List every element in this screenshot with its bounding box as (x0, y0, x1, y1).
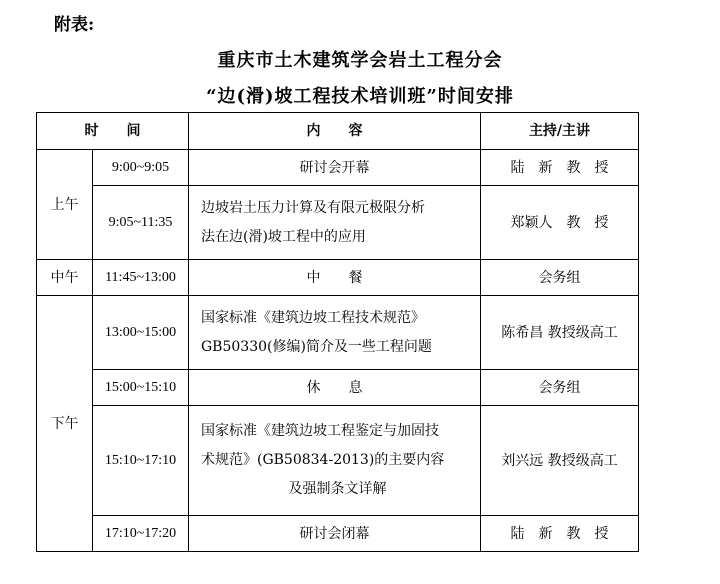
row-time: 15:00~15:10 (93, 370, 189, 406)
table-row (37, 296, 639, 370)
table-header-row (37, 113, 639, 150)
row-content: 研讨会开幕 (189, 150, 481, 186)
table-row (37, 260, 639, 296)
row-host: 陈希昌 教授级高工 (481, 296, 639, 370)
document-subtitle: “边(滑)坡工程技术培训班”时间安排 (206, 86, 514, 107)
row-time: 13:00~15:00 (93, 296, 189, 370)
row-time: 17:10~17:20 (93, 516, 189, 552)
row-host: 郑颖人 教 授 (481, 186, 639, 260)
header-host: 主持/主讲 (481, 113, 639, 150)
period-morning: 上午 (37, 150, 93, 260)
appendix-label: 附表: (54, 15, 95, 35)
row-time: 9:00~9:05 (93, 150, 189, 186)
period-afternoon: 下午 (37, 296, 93, 552)
row-content-line: 法在边(滑)坡工程中的应用 (201, 228, 366, 245)
row-host: 会务组 (481, 370, 639, 406)
row-content: 研讨会闭幕 (189, 516, 481, 552)
document-title: 重庆市土木建筑学会岩土工程分会 (217, 50, 503, 71)
row-content-line: 及强制条文详解 (288, 481, 387, 497)
header-content: 内 容 (189, 113, 481, 150)
table-row (37, 370, 639, 406)
row-content: 休 息 (189, 370, 481, 406)
table-row (37, 516, 639, 552)
header-time: 时 间 (37, 113, 189, 150)
row-content: 中 餐 (189, 260, 481, 296)
row-time: 15:10~17:10 (93, 406, 189, 516)
row-host: 刘兴远 教授级高工 (481, 406, 639, 516)
row-host: 会务组 (481, 260, 639, 296)
row-content-line: 边坡岩土压力计算及有限元极限分析 (201, 199, 425, 216)
row-content-line: GB50330(修编)简介及一些工程问题 (201, 338, 432, 355)
table-row (37, 150, 639, 186)
table-row (37, 186, 639, 260)
row-content-line: 术规范》(GB50834-2013)的主要内容 (201, 452, 445, 468)
period-noon: 中午 (37, 260, 93, 296)
row-content-line: 国家标准《建筑边坡工程技术规范》 (201, 309, 425, 326)
row-time: 9:05~11:35 (93, 186, 189, 260)
schedule-table (36, 112, 639, 552)
row-content (189, 186, 481, 260)
row-content (189, 296, 481, 370)
row-content (189, 406, 481, 516)
row-time: 11:45~13:00 (93, 260, 189, 296)
row-content-line: 国家标准《建筑边坡工程鉴定与加固技 (201, 423, 439, 439)
row-host: 陆 新 教 授 (481, 150, 639, 186)
table-row (37, 406, 639, 516)
row-host: 陆 新 教 授 (481, 516, 639, 552)
